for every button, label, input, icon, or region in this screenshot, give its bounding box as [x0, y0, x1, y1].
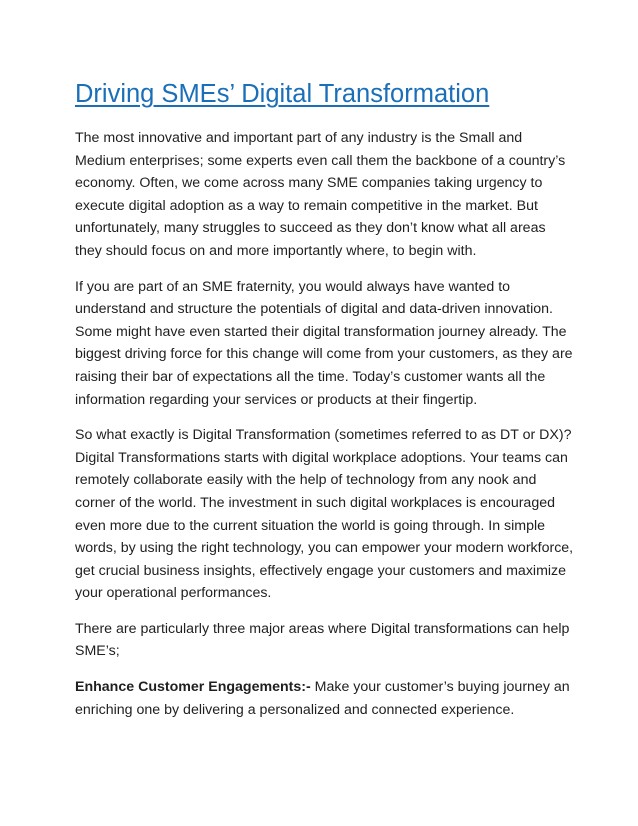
paragraph-what-is-dt: So what exactly is Digital Transformation (sometimes referred to as DT or DX)? Digital Transformations starts with digital workplace adoptions. Your teams can remotely collaborate easily with the help of technology from any nook and corner of the world. The investment in such digital workplaces is encouraged even more due to the current situation the world is going through. In simple words, by using the right technology, you can empower your modern workforce, get crucial business insights, effectively engage your customers and maximize your operational performances. [75, 427, 574, 602]
paragraph-customer-engagements [75, 676, 575, 721]
customer-engagements-heading: Enhance Customer Engagements:- [75, 679, 311, 696]
customer-engagements-text: Make your customer’s buying journey an enriching one by delivering a personalized and connected experience. [75, 679, 570, 718]
document-body [75, 78, 575, 734]
paragraph-sme-fraternity: If you are part of an SME fraternity, you would always have wanted to understand and structure the potentials of digital and data-driven innovation. Some might have even started their digital transformation journey already. The biggest driving force for this change will come from your customers, as they are raising their bar of expectations all the time. Today’s customer wants all the information regarding your services or products at their fingertip. [75, 278, 573, 408]
document-title[interactable]: Driving SMEs’ Digital Transformation [75, 80, 490, 108]
paragraph-intro: The most innovative and important part of any industry is the Small and Medium enterprises; some experts even call them the backbone of a country’s economy. Often, we come across many SME companies taking urgency to execute digital adoption as a way to remain competitive in the market. But unfortunately, many struggles to succeed as they don’t know what all areas they should focus on and more importantly where, to begin with. [75, 130, 566, 259]
paragraph-three-areas: There are particularly three major areas where Digital transformations can help SME’s; [75, 620, 570, 660]
